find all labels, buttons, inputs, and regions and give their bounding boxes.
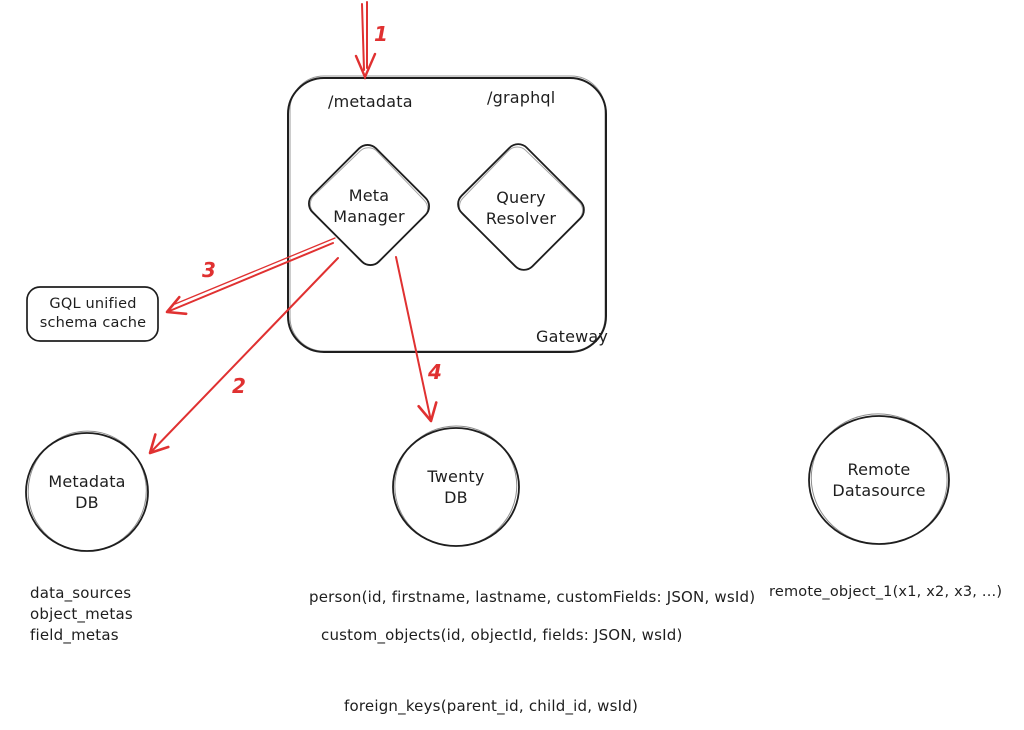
query-resolver-label: Query Resolver (485, 187, 557, 228)
schema-cache-label: GQL unified schema cache (39, 295, 147, 331)
arrow-2-label: 2 (232, 374, 246, 398)
arrow-3 (167, 238, 335, 312)
arrow-1-label: 1 (374, 22, 388, 46)
metadata-db-table-item: data_sources (30, 584, 132, 602)
metadata-db-table-item: object_metas (30, 605, 133, 623)
metadata-db-label: Metadata DB (48, 471, 126, 512)
remote-datasource-label: Remote Datasource (832, 459, 926, 500)
gateway-label: Gateway (536, 327, 609, 346)
metadata-db-table-item: field_metas (30, 626, 119, 644)
arrow-2 (150, 258, 338, 453)
arrow-4 (396, 257, 431, 421)
twenty-db-table-item: person(id, firstname, lastname, customFields: JSON, wsId) (309, 588, 756, 606)
route-graphql-label: /graphql (487, 88, 556, 107)
twenty-db-table-item: custom_objects(id, objectId, fields: JSON, wsId) (321, 626, 683, 644)
arrow-1 (356, 2, 375, 77)
arrow-4-label: 4 (428, 360, 442, 384)
twenty-db-label: Twenty DB (427, 466, 485, 507)
route-metadata-label: /metadata (328, 92, 413, 111)
meta-manager-label: Meta Manager (333, 185, 405, 226)
twenty-db-table-item: foreign_keys(parent_id, child_id, wsId) (344, 697, 639, 715)
arrow-3-label: 3 (202, 258, 216, 282)
remote-datasource-table-item: remote_object_1(x1, x2, x3, ...) (769, 584, 1003, 600)
